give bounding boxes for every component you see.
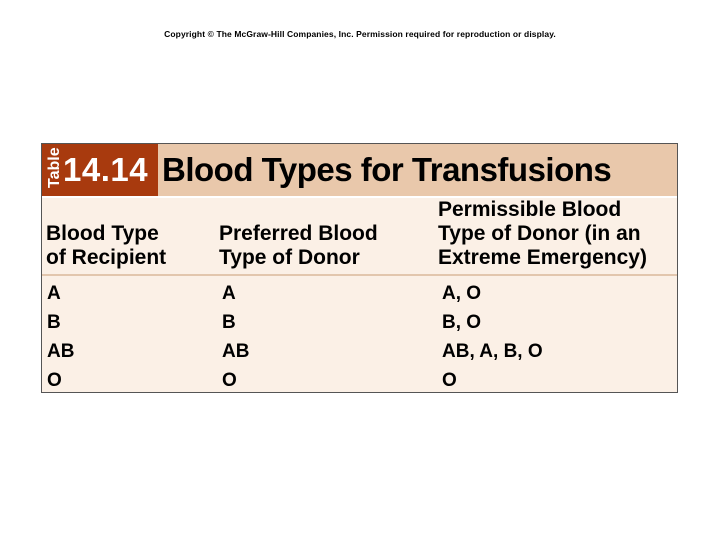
- header-line: Type of Donor (in an: [438, 222, 641, 245]
- preferred-donor-cell: O: [222, 370, 237, 391]
- header-line: Blood Type: [46, 222, 159, 245]
- table-title: Blood Types for Transfusions: [162, 151, 612, 188]
- permissible-donor-cell: O: [442, 370, 457, 391]
- header-preferred-donor: [219, 222, 429, 270]
- recipient-cell: AB: [47, 341, 75, 362]
- table-number-badge: [42, 144, 158, 196]
- table-number: 14.14: [63, 151, 149, 188]
- table-title-bar: [42, 144, 677, 198]
- header-line: Extreme Emergency): [438, 246, 647, 269]
- table-row: [42, 279, 677, 308]
- header-recipient-type: [46, 222, 216, 270]
- blood-types-table: [41, 143, 678, 393]
- copyright-notice: Copyright © The McGraw-Hill Companies, Inc. Permission required for reproduction or display.: [164, 29, 556, 39]
- header-line: Permissible Blood: [438, 198, 622, 221]
- recipient-cell: A: [47, 283, 61, 304]
- header-line: Preferred Blood: [219, 222, 378, 245]
- table-row: [42, 337, 677, 366]
- header-line: Type of Donor: [219, 246, 360, 269]
- table-row: [42, 308, 677, 337]
- permissible-donor-cell: B, O: [442, 312, 482, 333]
- recipient-cell: O: [47, 370, 62, 391]
- permissible-donor-cell: A, O: [442, 283, 482, 304]
- header-line: of Recipient: [46, 246, 167, 269]
- table-row: [42, 366, 677, 395]
- permissible-donor-cell: AB, A, B, O: [442, 341, 543, 362]
- table-label: Table: [46, 147, 63, 188]
- preferred-donor-cell: B: [222, 312, 236, 333]
- header-permissible-donor: [438, 198, 678, 270]
- preferred-donor-cell: A: [222, 283, 236, 304]
- table-header-row: [42, 198, 677, 276]
- preferred-donor-cell: AB: [222, 341, 250, 362]
- recipient-cell: B: [47, 312, 61, 333]
